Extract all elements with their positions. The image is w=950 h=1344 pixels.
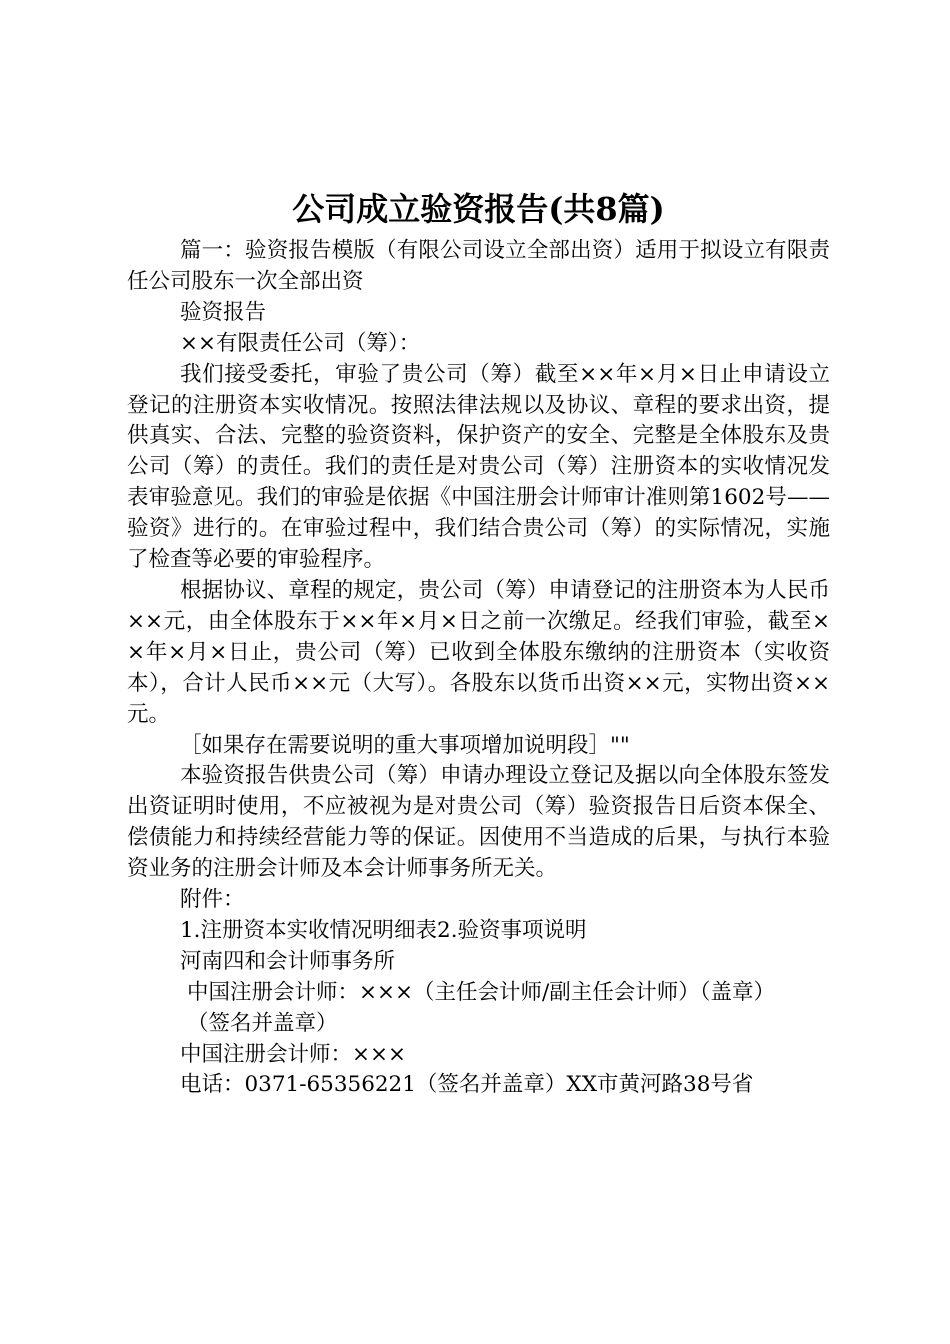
document-title: 公司成立验资报告(共8篇) <box>292 190 665 228</box>
paragraph-capital: 根据协议、章程的规定，贵公司（筹）申请登记的注册资本为人民币××元，由全体股东于××年×月×日之前一次缴足。经我们审验，截至××年×月×日止，贵公司（筹）已收到全体股东缴纳的注册资本（实收资本），合计人民币××元（大写）。各股东以货币出资××元，实物出资××元。 <box>127 577 830 727</box>
paragraph-attachments-list: 1.注册资本实收情况明细表2.验资事项说明 <box>180 917 587 943</box>
paragraph-cpa-second: 中国注册会计师：××× <box>180 1041 407 1067</box>
paragraph-intro: 篇一：验资报告模版（有限公司设立全部出资）适用于拟设立有限责任公司股东一次全部出资 <box>127 238 830 294</box>
paragraph-engagement: 我们接受委托，审验了贵公司（筹）截至××年×月×日止申请设立登记的注册资本实收情况。按照法律法规以及协议、章程的要求出资，提供真实、合法、完整的验资资料，保护资产的安全、完整是全体股东及贵公司（筹）的责任。我们的责任是对贵公司（筹）注册资本的实收情况发表审验意见。我们的审验是依据《中国注册会计师审计准则第1602号——验资》进行的。在审验过程中，我们结合贵公司（筹）的实际情况，实施了检查等必要的审验程序。 <box>127 361 830 573</box>
paragraph-emphasis-note: ［如果存在需要说明的重大事项增加说明段］"" <box>180 732 630 758</box>
paragraph-report-heading: 验资报告 <box>180 299 267 325</box>
paragraph-usage: 本验资报告供贵公司（筹）申请办理设立登记及据以向全体股东签发出资证明时使用，不应被视为是对贵公司（筹）验资报告日后资本保全、偿债能力和持续经营能力等的保证。因使用不当造成的后果，与执行本验资业务的注册会计师及本会计师事务所无关。 <box>127 763 830 882</box>
paragraph-attachments-label: 附件： <box>180 887 245 913</box>
paragraph-contact: 电话：0371-65356221（签名并盖章）XX市黄河路38号省 <box>180 1072 754 1098</box>
paragraph-firm-name: 河南四和会计师事务所 <box>180 948 396 974</box>
paragraph-cpa-chief: 中国注册会计师：×××（主任会计师/副主任会计师）（盖章） <box>187 979 776 1005</box>
document-page <box>127 184 830 1101</box>
paragraph-addressee: ××有限责任公司（筹）： <box>180 330 421 356</box>
paragraph-sign-seal: （签名并盖章） <box>187 1010 338 1036</box>
